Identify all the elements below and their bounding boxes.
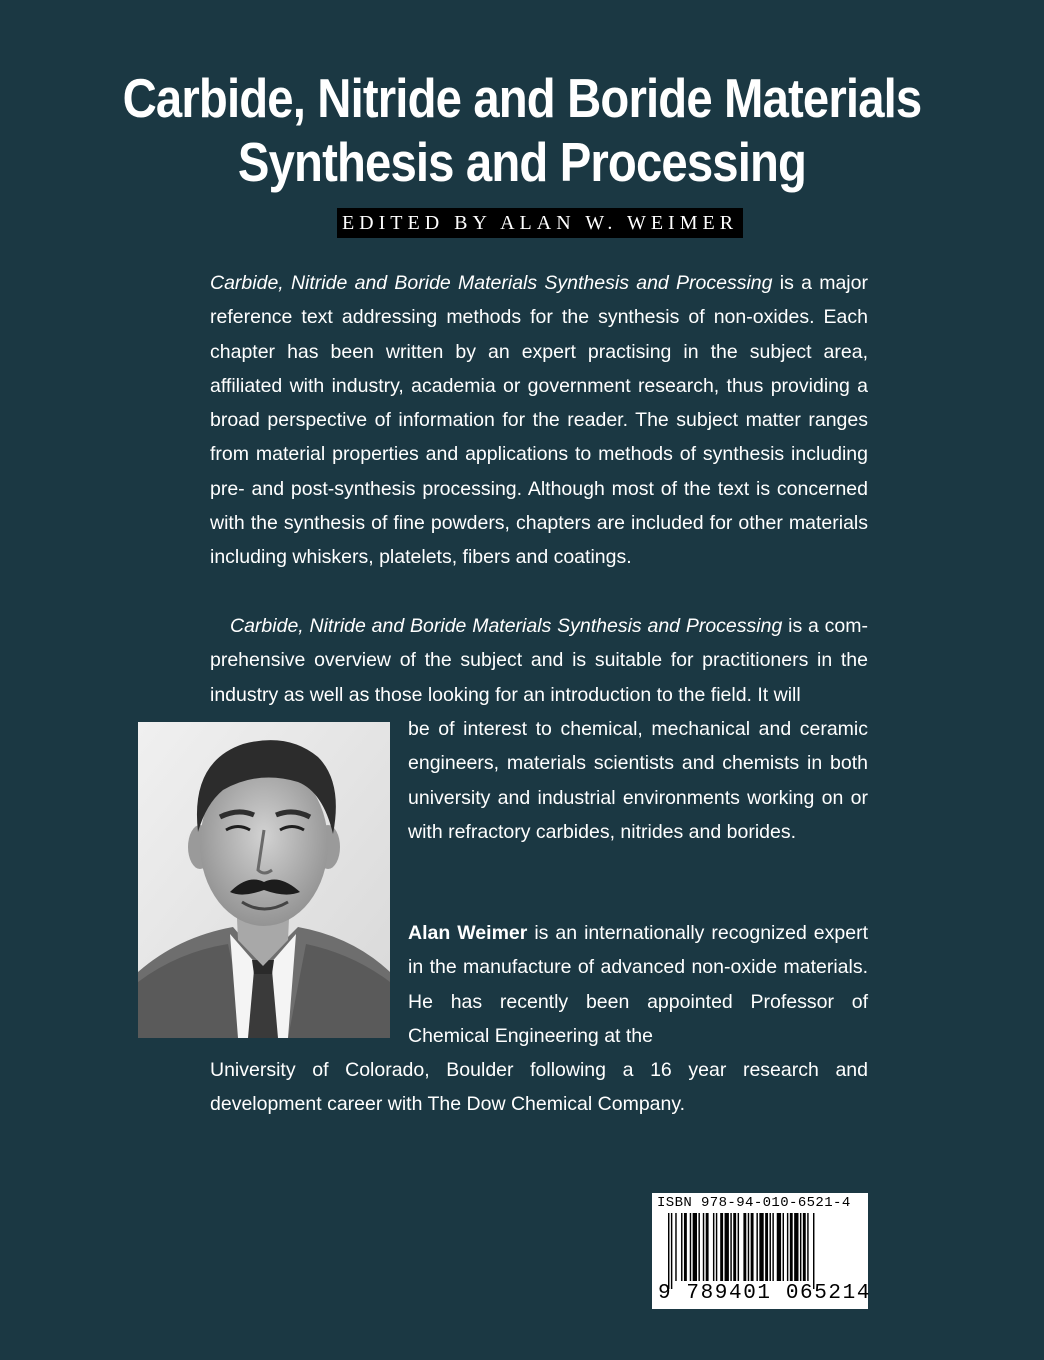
barcode-bar	[733, 1213, 736, 1281]
author-bio-text: is an internationally recognized expert in the manufacture of advanced non-oxide materials. He has recently been appointed Professor of Chemical Engineering at the	[408, 922, 868, 1047]
barcode-bar	[777, 1213, 781, 1281]
barcode-bar	[675, 1213, 676, 1281]
book-title-italic-2: Carbide, Nitride and Boride Materials Synthesis and Processing	[230, 615, 783, 637]
title-block	[0, 66, 1044, 194]
barcode-bar	[668, 1213, 669, 1289]
barcode-bar	[716, 1213, 717, 1281]
barcode-bar	[794, 1213, 798, 1281]
barcode-bar	[690, 1213, 691, 1281]
description-paragraph-2	[210, 609, 868, 712]
barcode-bar	[790, 1213, 793, 1281]
book-title-italic: Carbide, Nitride and Boride Materials Synthesis and Processing	[210, 272, 773, 294]
barcode-bar	[800, 1213, 801, 1281]
barcode-bar	[765, 1213, 768, 1281]
barcode-bar	[743, 1213, 746, 1281]
author-name: Alan Weimer	[408, 922, 528, 944]
barcode-bar	[759, 1213, 763, 1281]
isbn-label: ISBN 978-94-010-6521-4	[657, 1195, 851, 1211]
barcode-bar	[706, 1213, 709, 1281]
author-photo	[138, 722, 390, 1038]
author-bio-continued: University of Colorado, Boulder following a 16 year research and development career with The Dow Chemical Company.	[210, 1059, 868, 1116]
barcode-bar	[730, 1213, 731, 1281]
barcode-bar	[738, 1213, 739, 1281]
barcode-bar	[698, 1213, 699, 1281]
barcode-bar	[713, 1213, 714, 1281]
description-text-1: is a major reference text addressing methods for the synthesis of non-oxides. Each chapter has been written by an expert practising in the subject area, affiliated with industry, academia or government research, thus providing a broad perspective of information for the reader. The subject matter ranges from material properties and applications to methods of synthesis including pre- and post-synthesis processing. Although most of the text is concerned with the synthesis of fine powders, chapters are included for other materials including whiskers, platelets, fibers and coatings.	[210, 272, 868, 569]
barcode-bar	[803, 1213, 806, 1281]
book-title-line-1: Carbide, Nitride and Boride Materials	[122, 67, 922, 129]
barcode	[652, 1193, 872, 1309]
barcode-bar	[770, 1213, 771, 1281]
barcode-bar	[783, 1213, 784, 1281]
barcode-bar	[684, 1213, 687, 1281]
barcode-bar	[725, 1213, 729, 1281]
barcode-bar	[693, 1213, 697, 1281]
barcode-bar	[807, 1213, 808, 1281]
author-bio	[408, 916, 868, 1053]
book-title-line-2: Synthesis and Processing	[237, 131, 807, 193]
barcode-bar	[748, 1213, 749, 1281]
barcode-bar	[756, 1213, 757, 1281]
editor-credit: EDITED BY ALAN W. WEIMER	[337, 208, 743, 238]
description-text-2: is a com-prehensive overview of the subject and is suitable for practitioners in the industry as well as those looking for an introduction to the field. It will	[210, 615, 868, 706]
description-paragraph-2-continued: be of interest to chemical, mechanical and ceramic engineers, materials scientists and chemists in both university and industrial environments working on or with refractory carbides, nitrides and borides.	[408, 718, 868, 843]
barcode-bar	[813, 1213, 814, 1289]
barcode-bar	[720, 1213, 723, 1281]
description-paragraph-1	[210, 266, 868, 575]
barcode-bar	[703, 1213, 704, 1281]
barcode-bar	[772, 1213, 773, 1281]
ean-number: 9 789401 065214	[658, 1282, 872, 1305]
barcode-bar	[671, 1213, 672, 1289]
barcode-bar	[787, 1213, 788, 1281]
barcode-bar	[751, 1213, 754, 1281]
barcode-bar	[681, 1213, 682, 1281]
